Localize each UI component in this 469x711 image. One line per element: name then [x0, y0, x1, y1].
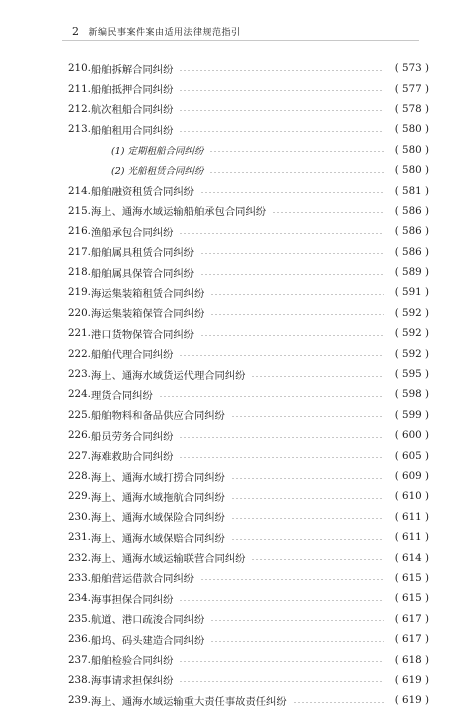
book-title: 新编民事案件案由适用法律规范指引 — [88, 28, 241, 38]
entry-number: 220. — [68, 306, 91, 319]
entry-title: 海事请求担保纠纷 — [91, 675, 174, 688]
entry-title: 渔船承包合同纠纷 — [91, 226, 174, 239]
entry-page-number: ( 614 ) — [394, 551, 429, 564]
dot-leader — [179, 70, 384, 71]
dot-leader — [272, 212, 384, 213]
toc-entry — [68, 58, 429, 78]
entry-page-number: ( 592 ) — [394, 347, 429, 360]
entry-number: 224. — [68, 388, 91, 401]
entry-page-number: ( 600 ) — [394, 429, 429, 442]
entry-page-number: ( 592 ) — [394, 327, 429, 340]
entry-page-number: ( 581 ) — [394, 184, 429, 197]
entry-number: 219. — [68, 286, 91, 299]
entry-title: 海上、通海水域拖航合同纠纷 — [91, 491, 225, 504]
entry-title: (1) 定期租船合同纠纷 — [111, 145, 204, 157]
entry-number: 230. — [68, 510, 91, 523]
toc-subentry — [68, 140, 429, 160]
entry-page-number: ( 615 ) — [394, 592, 429, 605]
entry-page-number: ( 605 ) — [394, 449, 429, 462]
entry-number: 235. — [68, 612, 91, 625]
dot-leader — [209, 151, 384, 152]
entry-title: 海运集装箱租赁合同纠纷 — [91, 287, 205, 300]
entry-title: 海运集装箱保管合同纠纷 — [91, 308, 205, 321]
toc-entry — [68, 201, 429, 221]
entry-title: 船坞、码头建造合同纠纷 — [91, 634, 205, 647]
entry-title: 理货合同纠纷 — [91, 389, 153, 402]
dot-leader — [231, 478, 384, 479]
entry-page-number: ( 618 ) — [394, 653, 429, 666]
dot-leader — [179, 600, 384, 601]
toc-entry — [68, 670, 429, 690]
toc-entry — [68, 486, 429, 506]
entry-title: 船舶拆解合同纠纷 — [91, 63, 174, 76]
dot-leader — [231, 539, 384, 540]
entry-page-number: ( 617 ) — [394, 612, 429, 625]
dot-leader — [251, 559, 384, 560]
entry-title: 船舶营运借款合同纠纷 — [91, 573, 194, 586]
toc-entry — [68, 527, 429, 547]
entry-page-number: ( 615 ) — [394, 571, 429, 584]
entry-page-number: ( 592 ) — [394, 306, 429, 319]
entry-page-number: ( 580 ) — [394, 143, 429, 156]
entry-page-number: ( 580 ) — [394, 164, 429, 177]
entry-page-number: ( 598 ) — [394, 388, 429, 401]
entry-number: 229. — [68, 490, 91, 503]
page-number: 2 — [72, 25, 80, 38]
entry-title: 海上、通海水域货运代理合同纠纷 — [91, 369, 246, 382]
entry-title: 航次租船合同纠纷 — [91, 104, 174, 117]
entry-title: 船舶属具租赁合同纠纷 — [91, 247, 194, 260]
entry-title: 船舶融资租赁合同纠纷 — [91, 186, 194, 199]
entry-title: 海上、通海水域运输联营合同纠纷 — [91, 553, 246, 566]
dot-leader — [210, 620, 384, 621]
entry-title: 船舶物料和备品供应合同纠纷 — [91, 410, 225, 423]
page-header — [72, 25, 241, 38]
entry-page-number: ( 619 ) — [394, 673, 429, 686]
entry-title: 海事担保合同纠纷 — [91, 593, 174, 606]
entry-number: 211. — [68, 82, 91, 95]
entry-page-number: ( 610 ) — [394, 490, 429, 503]
entry-page-number: ( 619 ) — [394, 694, 429, 707]
toc-entry — [68, 323, 429, 343]
entry-page-number: ( 580 ) — [394, 123, 429, 136]
dot-leader — [179, 681, 384, 682]
dot-leader — [210, 314, 384, 315]
entry-page-number: ( 611 ) — [394, 510, 429, 523]
toc-entry — [68, 588, 429, 608]
entry-number: 213. — [68, 123, 91, 136]
dot-leader — [179, 457, 384, 458]
entry-title: 海难救助合同纠纷 — [91, 451, 174, 464]
entry-number: 215. — [68, 204, 91, 217]
toc-entry — [68, 242, 429, 262]
toc-entry — [68, 303, 429, 323]
dot-leader — [179, 437, 384, 438]
toc-subentry — [68, 160, 429, 180]
toc-entry — [68, 547, 429, 567]
dot-leader — [293, 702, 384, 703]
entry-number: 225. — [68, 408, 91, 421]
entry-page-number: ( 611 ) — [394, 531, 429, 544]
entry-number: 226. — [68, 429, 91, 442]
entry-number: 238. — [68, 673, 91, 686]
entry-number: 232. — [68, 551, 91, 564]
toc-entry — [68, 445, 429, 465]
entry-title: 海上、通海水域保险合同纠纷 — [91, 512, 225, 525]
header-divider — [62, 40, 419, 41]
entry-number: 239. — [68, 694, 91, 707]
entry-title: 船舶抵押合同纠纷 — [91, 84, 174, 97]
toc-entry — [68, 343, 429, 363]
entry-title: 海上、通海水域运输船舶承包合同纠纷 — [91, 206, 267, 219]
toc-entry — [68, 282, 429, 302]
entry-number: 233. — [68, 571, 91, 584]
entry-number: 216. — [68, 225, 91, 238]
toc-entry — [68, 78, 429, 98]
dot-leader — [231, 416, 384, 417]
toc-entry — [68, 384, 429, 404]
entry-title: (2) 光船租赁合同纠纷 — [111, 166, 204, 178]
dot-leader — [200, 579, 384, 580]
dot-leader — [179, 233, 384, 234]
dot-leader — [179, 661, 384, 662]
entry-title: 海上、通海水域保赔合同纠纷 — [91, 532, 225, 545]
toc-entry — [68, 629, 429, 649]
dot-leader — [159, 396, 384, 397]
entry-number: 227. — [68, 449, 91, 462]
entry-number: 222. — [68, 347, 91, 360]
entry-number: 236. — [68, 633, 91, 646]
entry-title: 港口货物保管合同纠纷 — [91, 328, 194, 341]
entry-title: 航道、港口疏浚合同纠纷 — [91, 614, 205, 627]
entry-number: 210. — [68, 62, 91, 75]
toc-entry — [68, 221, 429, 241]
entry-page-number: ( 609 ) — [394, 470, 429, 482]
entry-page-number: ( 599 ) — [394, 408, 429, 421]
entry-number: 218. — [68, 266, 91, 279]
entry-title: 船舶租用合同纠纷 — [91, 124, 174, 137]
toc-entry — [68, 405, 429, 425]
entry-page-number: ( 586 ) — [394, 225, 429, 238]
dot-leader — [231, 518, 384, 519]
toc-entry — [68, 99, 429, 119]
dot-leader — [179, 131, 384, 132]
entry-number: 237. — [68, 653, 91, 666]
toc-entry — [68, 507, 429, 527]
entry-page-number: ( 591 ) — [394, 286, 429, 299]
dot-leader — [200, 274, 384, 275]
entry-page-number: ( 586 ) — [394, 245, 429, 258]
toc-entry — [68, 690, 429, 710]
entry-page-number: ( 589 ) — [394, 266, 429, 279]
toc-entry — [68, 180, 429, 200]
dot-leader — [210, 641, 384, 642]
entry-number: 214. — [68, 184, 91, 197]
dot-leader — [210, 294, 384, 295]
toc-entry — [68, 364, 429, 384]
entry-page-number: ( 578 ) — [394, 102, 429, 115]
entry-title: 船舶属具保管合同纠纷 — [91, 267, 194, 280]
dot-leader — [200, 335, 384, 336]
dot-leader — [179, 110, 384, 111]
entry-number: 212. — [68, 102, 91, 115]
toc-entry — [68, 466, 429, 486]
entry-title: 海上、通海水域打捞合同纠纷 — [91, 471, 225, 484]
entry-page-number: ( 573 ) — [394, 62, 429, 75]
entry-number: 228. — [68, 470, 91, 482]
toc-entry — [68, 119, 429, 139]
dot-leader — [251, 376, 384, 377]
entry-title: 海上、通海水域运输重大责任事故责任纠纷 — [91, 695, 287, 708]
entry-title: 船舶代理合同纠纷 — [91, 349, 174, 362]
entry-page-number: ( 577 ) — [394, 82, 429, 95]
dot-leader — [179, 90, 384, 91]
entry-number: 217. — [68, 245, 91, 258]
dot-leader — [200, 192, 384, 193]
entry-number: 223. — [68, 368, 91, 381]
dot-leader — [231, 498, 384, 499]
dot-leader — [179, 355, 384, 356]
entry-title: 船舶检验合同纠纷 — [91, 655, 174, 668]
dot-leader — [200, 253, 384, 254]
table-of-contents — [68, 58, 429, 711]
toc-entry — [68, 568, 429, 588]
entry-number: 221. — [68, 327, 91, 340]
entry-page-number: ( 595 ) — [394, 368, 429, 381]
entry-page-number: ( 617 ) — [394, 633, 429, 646]
entry-number: 231. — [68, 531, 91, 544]
toc-entry — [68, 609, 429, 629]
entry-page-number: ( 586 ) — [394, 204, 429, 217]
toc-entry — [68, 262, 429, 282]
dot-leader — [209, 172, 384, 173]
entry-number: 234. — [68, 592, 91, 605]
toc-entry — [68, 649, 429, 669]
toc-entry — [68, 425, 429, 445]
entry-title: 船员劳务合同纠纷 — [91, 430, 174, 443]
